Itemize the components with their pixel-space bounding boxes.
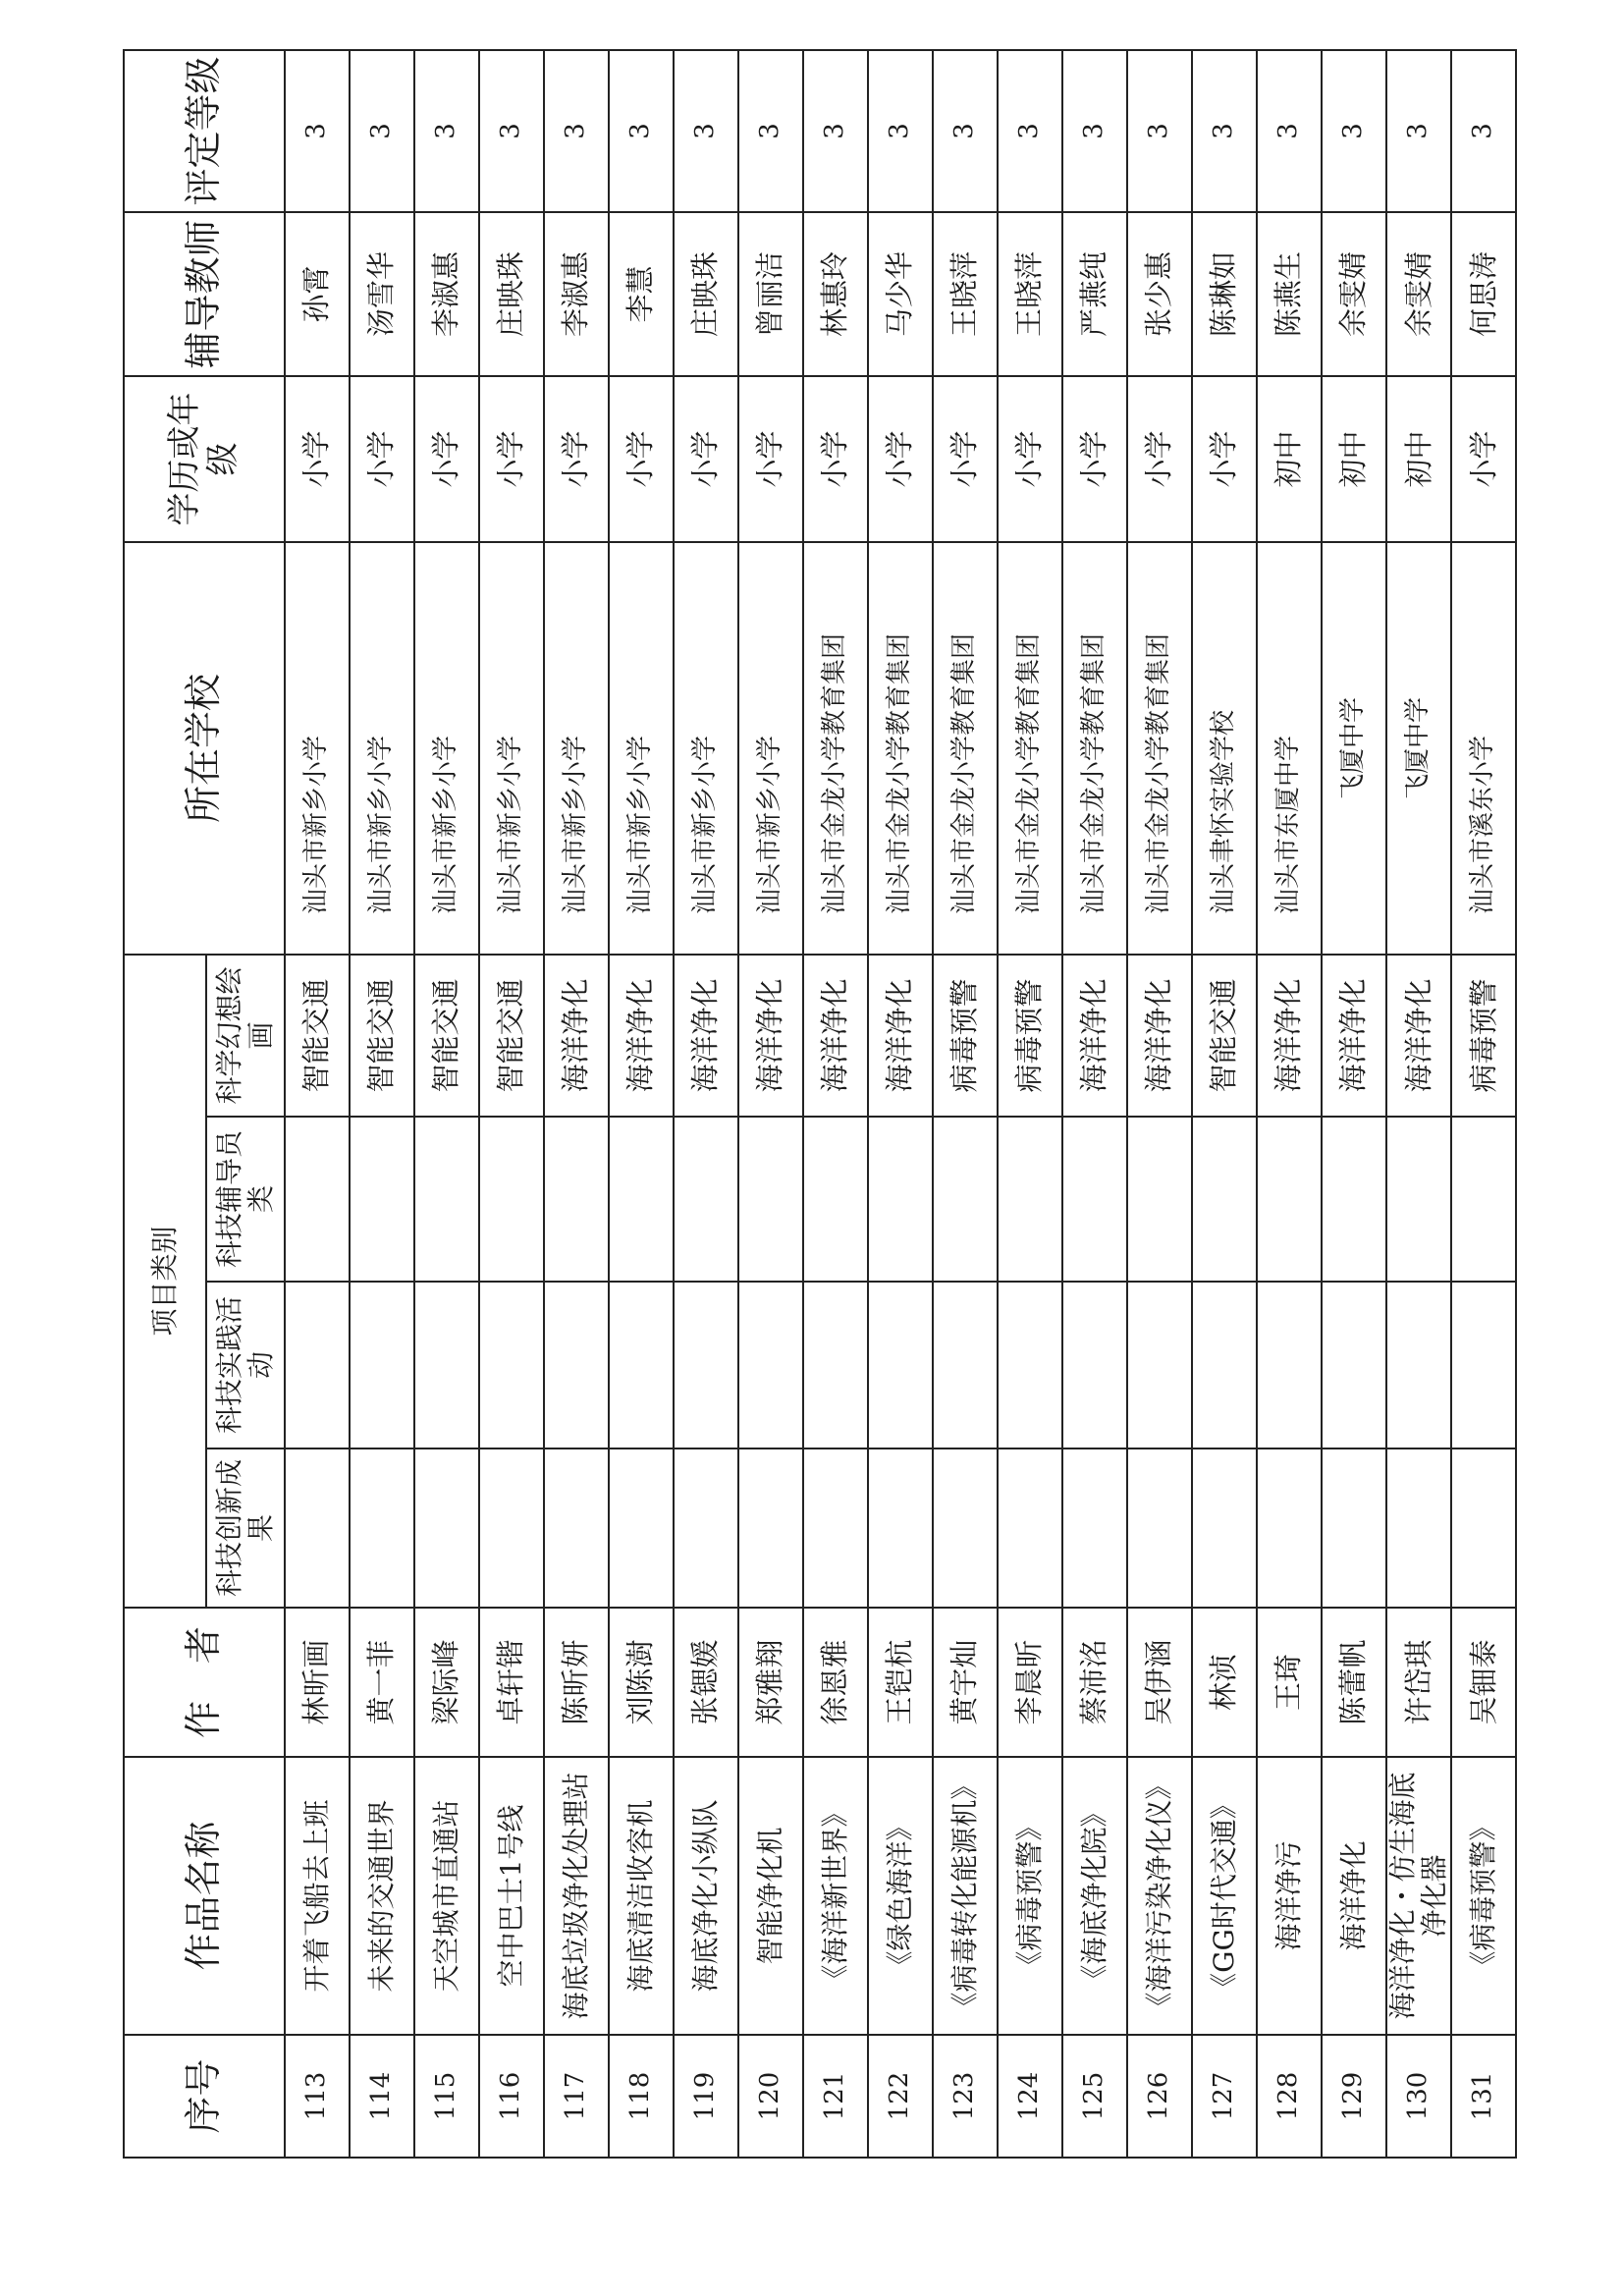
cell-level: 初中: [1257, 376, 1322, 542]
cell-teacher: 孙霄: [285, 212, 350, 376]
cell-level: 初中: [1386, 376, 1451, 542]
cell-rating: 3: [285, 50, 350, 212]
table-row: [1257, 50, 1322, 2158]
cell-level: 小学: [738, 376, 803, 542]
cell-fantasy: 海洋净化: [1386, 955, 1451, 1117]
cell-innovation: [1062, 1449, 1127, 1608]
cell-seq: 131: [1451, 2035, 1516, 2158]
cell-author: 李晨昕: [998, 1608, 1062, 1757]
header-level: 学历或年级: [124, 376, 285, 542]
cell-seq: 115: [414, 2035, 479, 2158]
cell-school: 汕头市金龙小学教育集团: [868, 542, 933, 955]
cell-level: 小学: [868, 376, 933, 542]
cell-tutor: [674, 1117, 738, 1282]
cell-teacher: 王晓萍: [933, 212, 998, 376]
table-row: [1322, 50, 1386, 2158]
cell-seq: 130: [1386, 2035, 1451, 2158]
cell-rating: 3: [933, 50, 998, 212]
table-row: [868, 50, 933, 2158]
cell-innovation: [414, 1449, 479, 1608]
cell-seq: 119: [674, 2035, 738, 2158]
cell-teacher: 李淑惠: [544, 212, 609, 376]
cell-innovation: [1386, 1449, 1451, 1608]
header-school: 所在学校: [124, 542, 285, 955]
cell-teacher: 严燕纯: [1062, 212, 1127, 376]
cell-title: 海底净化小纵队: [674, 1757, 738, 2035]
cell-teacher: 张少惠: [1127, 212, 1192, 376]
cell-seq: 121: [803, 2035, 868, 2158]
cell-fantasy: 海洋净化: [803, 955, 868, 1117]
cell-teacher: 余雯婧: [1386, 212, 1451, 376]
header-seq: 序号: [124, 2035, 285, 2158]
table-row: [414, 50, 479, 2158]
cell-teacher: 何思涛: [1451, 212, 1516, 376]
cell-teacher: 王晓萍: [998, 212, 1062, 376]
cell-innovation: [1257, 1449, 1322, 1608]
cell-rating: 3: [350, 50, 414, 212]
cell-title: 未来的交通世界: [350, 1757, 414, 2035]
cell-title: 天空城市直通站: [414, 1757, 479, 2035]
cell-level: 小学: [350, 376, 414, 542]
cell-author: 卓轩锴: [479, 1608, 544, 1757]
cell-title: 《海洋污染净化仪》: [1127, 1757, 1192, 2035]
cell-teacher: 李慧: [609, 212, 674, 376]
header-category: 项目类别: [124, 955, 206, 1608]
cell-innovation: [1192, 1449, 1257, 1608]
cell-title: 《海洋新世界》: [803, 1757, 868, 2035]
table-row: [998, 50, 1062, 2158]
cell-seq: 127: [1192, 2035, 1257, 2158]
cell-seq: 116: [479, 2035, 544, 2158]
cell-title: 《绿色海洋》: [868, 1757, 933, 2035]
cell-tutor: [1127, 1117, 1192, 1282]
cell-level: 小学: [609, 376, 674, 542]
cell-innovation: [544, 1449, 609, 1608]
header-rating: 评定等级: [124, 50, 285, 212]
table-row: [285, 50, 350, 2158]
cell-seq: 125: [1062, 2035, 1127, 2158]
cell-teacher: 余雯婧: [1322, 212, 1386, 376]
cell-school: 汕头市新乡小学: [479, 542, 544, 955]
cell-school: 汕头市新乡小学: [609, 542, 674, 955]
cell-seq: 117: [544, 2035, 609, 2158]
table-row: [1062, 50, 1127, 2158]
cell-author: 吴伊涵: [1127, 1608, 1192, 1757]
cell-rating: 3: [479, 50, 544, 212]
header-row: [124, 50, 206, 2158]
cell-practice: [1192, 1282, 1257, 1449]
header-author: 作 者: [124, 1608, 285, 1757]
cell-tutor: [414, 1117, 479, 1282]
table-row: [738, 50, 803, 2158]
cell-tutor: [1257, 1117, 1322, 1282]
cell-rating: 3: [1062, 50, 1127, 212]
cell-author: 郑雅翔: [738, 1608, 803, 1757]
cell-author: 刘陈澍: [609, 1608, 674, 1757]
cell-practice: [1062, 1282, 1127, 1449]
cell-practice: [285, 1282, 350, 1449]
cell-rating: 3: [803, 50, 868, 212]
cell-seq: 118: [609, 2035, 674, 2158]
cell-author: 蔡沛洺: [1062, 1608, 1127, 1757]
cell-level: 小学: [998, 376, 1062, 542]
cell-school: 汕头市金龙小学教育集团: [1062, 542, 1127, 955]
cell-seq: 123: [933, 2035, 998, 2158]
cell-tutor: [868, 1117, 933, 1282]
cell-author: 黄宇灿: [933, 1608, 998, 1757]
cell-teacher: 林惠玲: [803, 212, 868, 376]
cell-seq: 129: [1322, 2035, 1386, 2158]
cell-teacher: 陈琳如: [1192, 212, 1257, 376]
cell-school: 汕头市溪东小学: [1451, 542, 1516, 955]
cell-title: 开着飞船去上班: [285, 1757, 350, 2035]
cell-title: 空中巴士1号线: [479, 1757, 544, 2035]
cell-school: 汕头市新乡小学: [738, 542, 803, 955]
cell-seq: 120: [738, 2035, 803, 2158]
cell-practice: [803, 1282, 868, 1449]
cell-author: 陈蕾帆: [1322, 1608, 1386, 1757]
cell-innovation: [803, 1449, 868, 1608]
table-row: [1386, 50, 1451, 2158]
cell-tutor: [998, 1117, 1062, 1282]
cell-level: 小学: [544, 376, 609, 542]
cell-practice: [1386, 1282, 1451, 1449]
cell-rating: 3: [414, 50, 479, 212]
cell-level: 小学: [803, 376, 868, 542]
cell-rating: 3: [1257, 50, 1322, 212]
cell-innovation: [350, 1449, 414, 1608]
header-cat-tutor: 科技辅导员类: [206, 1117, 285, 1282]
cell-fantasy: 海洋净化: [738, 955, 803, 1117]
cell-rating: 3: [1386, 50, 1451, 212]
cell-practice: [1322, 1282, 1386, 1449]
header-cat-fantasy: 科学幻想绘画: [206, 955, 285, 1117]
cell-level: 小学: [1127, 376, 1192, 542]
table-row: [479, 50, 544, 2158]
cell-practice: [998, 1282, 1062, 1449]
cell-title: 《病毒预警》: [998, 1757, 1062, 2035]
cell-practice: [1451, 1282, 1516, 1449]
cell-teacher: 庄映珠: [674, 212, 738, 376]
cell-school: 汕头市新乡小学: [544, 542, 609, 955]
cell-title: 智能净化机: [738, 1757, 803, 2035]
cell-innovation: [1127, 1449, 1192, 1608]
header-cat-practice: 科技实践活动: [206, 1282, 285, 1449]
cell-author: 陈昕妍: [544, 1608, 609, 1757]
cell-fantasy: 海洋净化: [544, 955, 609, 1117]
cell-seq: 114: [350, 2035, 414, 2158]
cell-teacher: 陈燕生: [1257, 212, 1322, 376]
cell-fantasy: 病毒预警: [1451, 955, 1516, 1117]
table-row: [803, 50, 868, 2158]
cell-fantasy: 海洋净化: [1257, 955, 1322, 1117]
cell-level: 小学: [674, 376, 738, 542]
cell-school: 汕头市金龙小学教育集团: [803, 542, 868, 955]
table-row: [933, 50, 998, 2158]
cell-practice: [674, 1282, 738, 1449]
cell-title: 海底垃圾净化处理站: [544, 1757, 609, 2035]
cell-practice: [544, 1282, 609, 1449]
cell-title: 《GG时代交通》: [1192, 1757, 1257, 2035]
cell-innovation: [1451, 1449, 1516, 1608]
cell-title: 《病毒预警》: [1451, 1757, 1516, 2035]
cell-practice: [933, 1282, 998, 1449]
cell-teacher: 马少华: [868, 212, 933, 376]
cell-innovation: [868, 1449, 933, 1608]
cell-level: 小学: [1192, 376, 1257, 542]
cell-fantasy: 海洋净化: [1322, 955, 1386, 1117]
cell-title: 海洋净化: [1322, 1757, 1386, 2035]
cell-school: 飞厦中学: [1386, 542, 1451, 955]
cell-fantasy: 海洋净化: [674, 955, 738, 1117]
cell-fantasy: 智能交通: [350, 955, 414, 1117]
cell-rating: 3: [738, 50, 803, 212]
cell-fantasy: 海洋净化: [609, 955, 674, 1117]
cell-school: 汕头市金龙小学教育集团: [933, 542, 998, 955]
cell-level: 小学: [414, 376, 479, 542]
cell-tutor: [609, 1117, 674, 1282]
header-teacher: 辅导教师: [124, 212, 285, 376]
cell-tutor: [350, 1117, 414, 1282]
cell-fantasy: 海洋净化: [868, 955, 933, 1117]
cell-author: 王铠杭: [868, 1608, 933, 1757]
table-body: [285, 50, 1516, 2158]
cell-practice: [868, 1282, 933, 1449]
cell-school: 汕头市金龙小学教育集团: [998, 542, 1062, 955]
cell-rating: 3: [1192, 50, 1257, 212]
cell-level: 小学: [285, 376, 350, 542]
cell-tutor: [479, 1117, 544, 1282]
cell-school: 飞厦中学: [1322, 542, 1386, 955]
cell-innovation: [285, 1449, 350, 1608]
cell-author: 张锶媛: [674, 1608, 738, 1757]
cell-practice: [738, 1282, 803, 1449]
cell-practice: [479, 1282, 544, 1449]
header-cat-innovation: 科技创新成果: [206, 1449, 285, 1608]
cell-rating: 3: [674, 50, 738, 212]
cell-rating: 3: [609, 50, 674, 212]
cell-seq: 126: [1127, 2035, 1192, 2158]
cell-seq: 113: [285, 2035, 350, 2158]
cell-school: 汕头聿怀实验学校: [1192, 542, 1257, 955]
cell-seq: 124: [998, 2035, 1062, 2158]
cell-tutor: [1386, 1117, 1451, 1282]
cell-tutor: [933, 1117, 998, 1282]
cell-teacher: 曾丽洁: [738, 212, 803, 376]
cell-tutor: [1451, 1117, 1516, 1282]
cell-tutor: [544, 1117, 609, 1282]
cell-teacher: 李淑惠: [414, 212, 479, 376]
cell-rating: 3: [1451, 50, 1516, 212]
table-row: [1127, 50, 1192, 2158]
cell-title: 海底清洁收容机: [609, 1757, 674, 2035]
cell-school: 汕头市新乡小学: [285, 542, 350, 955]
cell-tutor: [738, 1117, 803, 1282]
cell-title: 海洋净化・仿生海底净化器: [1386, 1757, 1451, 2035]
cell-practice: [414, 1282, 479, 1449]
cell-innovation: [998, 1449, 1062, 1608]
cell-tutor: [1062, 1117, 1127, 1282]
cell-level: 小学: [1062, 376, 1127, 542]
cell-fantasy: 智能交通: [1192, 955, 1257, 1117]
cell-author: 黄一菲: [350, 1608, 414, 1757]
award-list-table: [123, 49, 1517, 2159]
cell-practice: [350, 1282, 414, 1449]
cell-tutor: [1192, 1117, 1257, 1282]
cell-author: 吴钿泰: [1451, 1608, 1516, 1757]
cell-school: 汕头市新乡小学: [414, 542, 479, 955]
cell-seq: 122: [868, 2035, 933, 2158]
cell-author: 梁际峰: [414, 1608, 479, 1757]
table-row: [674, 50, 738, 2158]
cell-teacher: 汤雪华: [350, 212, 414, 376]
cell-innovation: [609, 1449, 674, 1608]
cell-fantasy: 海洋净化: [1127, 955, 1192, 1117]
cell-innovation: [1322, 1449, 1386, 1608]
cell-fantasy: 智能交通: [285, 955, 350, 1117]
cell-fantasy: 病毒预警: [933, 955, 998, 1117]
rotated-table-container: [123, 51, 1500, 2159]
cell-title: 《海底净化院》: [1062, 1757, 1127, 2035]
cell-title: 海洋净污: [1257, 1757, 1322, 2035]
cell-author: 徐恩雅: [803, 1608, 868, 1757]
cell-school: 汕头市新乡小学: [674, 542, 738, 955]
cell-seq: 128: [1257, 2035, 1322, 2158]
cell-rating: 3: [1127, 50, 1192, 212]
table-row: [1192, 50, 1257, 2158]
cell-practice: [609, 1282, 674, 1449]
cell-author: 许岱琪: [1386, 1608, 1451, 1757]
cell-author: 林昕画: [285, 1608, 350, 1757]
cell-fantasy: 智能交通: [479, 955, 544, 1117]
cell-fantasy: 智能交通: [414, 955, 479, 1117]
cell-level: 小学: [479, 376, 544, 542]
cell-fantasy: 海洋净化: [1062, 955, 1127, 1117]
cell-level: 小学: [933, 376, 998, 542]
table-row: [609, 50, 674, 2158]
cell-school: 汕头市新乡小学: [350, 542, 414, 955]
cell-innovation: [674, 1449, 738, 1608]
cell-author: 林浈: [1192, 1608, 1257, 1757]
cell-rating: 3: [544, 50, 609, 212]
cell-rating: 3: [1322, 50, 1386, 212]
cell-school: 汕头市东厦中学: [1257, 542, 1322, 955]
table-row: [1451, 50, 1516, 2158]
header-title: 作品名称: [124, 1757, 285, 2035]
cell-teacher: 庄映珠: [479, 212, 544, 376]
cell-innovation: [933, 1449, 998, 1608]
cell-tutor: [1322, 1117, 1386, 1282]
cell-rating: 3: [868, 50, 933, 212]
cell-rating: 3: [998, 50, 1062, 212]
cell-practice: [1257, 1282, 1322, 1449]
cell-author: 王琦: [1257, 1608, 1322, 1757]
table-row: [544, 50, 609, 2158]
cell-fantasy: 病毒预警: [998, 955, 1062, 1117]
cell-level: 小学: [1451, 376, 1516, 542]
cell-tutor: [803, 1117, 868, 1282]
cell-practice: [1127, 1282, 1192, 1449]
table-row: [350, 50, 414, 2158]
cell-level: 初中: [1322, 376, 1386, 542]
cell-school: 汕头市金龙小学教育集团: [1127, 542, 1192, 955]
cell-title: 《病毒转化能源机》: [933, 1757, 998, 2035]
cell-tutor: [285, 1117, 350, 1282]
cell-innovation: [479, 1449, 544, 1608]
cell-innovation: [738, 1449, 803, 1608]
